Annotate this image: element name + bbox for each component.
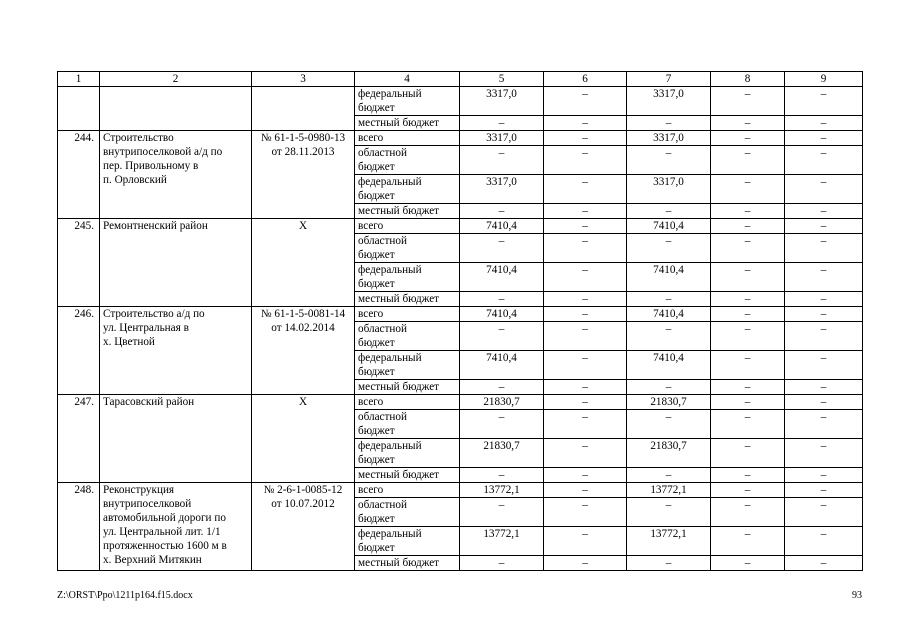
budget-source-total: всего xyxy=(355,131,460,146)
value-cell: 21830,7 xyxy=(460,395,544,410)
value-cell: – xyxy=(711,175,785,204)
value-cell: – xyxy=(711,307,785,322)
value-cell: – xyxy=(627,380,711,395)
entry-code xyxy=(252,307,355,395)
value-cell: – xyxy=(544,410,627,439)
value-cell: – xyxy=(711,498,785,527)
value-cell: – xyxy=(785,322,863,351)
value-cell: – xyxy=(711,263,785,292)
cell-line: бюджет xyxy=(358,454,395,466)
value-cell: – xyxy=(544,498,627,527)
value-cell: – xyxy=(711,483,785,498)
value-cell: – xyxy=(544,116,627,131)
entry-code xyxy=(252,395,355,483)
cell-line: Строительство xyxy=(103,132,174,144)
value-cell: – xyxy=(544,234,627,263)
cell-line: федеральный xyxy=(358,176,422,188)
budget-source-local: местный бюджет xyxy=(355,116,460,131)
value-cell: – xyxy=(785,204,863,219)
budget-source-local: местный бюджет xyxy=(355,204,460,219)
value-cell: – xyxy=(711,116,785,131)
cell-line: Реконструкция xyxy=(103,484,175,496)
value-cell: 3317,0 xyxy=(460,87,544,116)
cell-line: ул. Центральной лит. 1/1 xyxy=(103,526,221,538)
value-cell: – xyxy=(785,483,863,498)
value-cell: – xyxy=(785,131,863,146)
value-cell: – xyxy=(460,380,544,395)
cell-line: областной xyxy=(358,235,407,247)
budget-source-total: всего xyxy=(355,219,460,234)
entry-code xyxy=(252,219,355,307)
value-cell: – xyxy=(785,410,863,439)
budget-source-regional xyxy=(355,322,460,351)
cell-line: № 61-1-5-0081-14 xyxy=(260,308,346,320)
cell-line: федеральный xyxy=(358,440,422,452)
cell-line: внутрипоселковой xyxy=(103,498,192,510)
cell-line: бюджет xyxy=(358,513,395,525)
value-cell: 3317,0 xyxy=(627,131,711,146)
value-cell: – xyxy=(711,87,785,116)
value-cell: – xyxy=(711,219,785,234)
cell-line: бюджет xyxy=(358,161,395,173)
value-cell: – xyxy=(544,556,627,571)
value-cell: – xyxy=(711,351,785,380)
value-cell: – xyxy=(785,351,863,380)
value-cell: 7410,4 xyxy=(460,351,544,380)
column-number: 3 xyxy=(252,72,355,87)
value-cell: – xyxy=(627,322,711,351)
budget-source-federal xyxy=(355,527,460,556)
column-number: 8 xyxy=(711,72,785,87)
value-cell: 3317,0 xyxy=(627,87,711,116)
value-cell: – xyxy=(544,307,627,322)
value-cell: – xyxy=(544,204,627,219)
value-cell: 21830,7 xyxy=(627,439,711,468)
value-cell: 7410,4 xyxy=(460,263,544,292)
cell-line: областной xyxy=(358,323,407,335)
cell-line: п. Орловский xyxy=(103,174,167,186)
value-cell: – xyxy=(544,439,627,468)
value-cell: – xyxy=(711,556,785,571)
cell-line: бюджет xyxy=(358,249,395,261)
value-cell: – xyxy=(785,395,863,410)
cell-line: № 2-6-1-0085-12 xyxy=(263,484,343,496)
cell-line: федеральный xyxy=(358,352,422,364)
column-number: 7 xyxy=(627,72,711,87)
value-cell: – xyxy=(785,234,863,263)
budget-source-federal xyxy=(355,175,460,204)
value-cell: – xyxy=(544,263,627,292)
continued-num-cell xyxy=(58,87,100,131)
entry-code xyxy=(252,131,355,219)
table-row xyxy=(58,483,863,498)
value-cell: – xyxy=(711,204,785,219)
budget-source-federal xyxy=(355,351,460,380)
cell-line: федеральный xyxy=(358,264,422,276)
value-cell: – xyxy=(711,146,785,175)
value-cell: – xyxy=(711,322,785,351)
value-cell: – xyxy=(785,219,863,234)
table-row xyxy=(58,219,863,234)
value-cell: – xyxy=(544,527,627,556)
value-cell: – xyxy=(785,439,863,468)
value-cell: – xyxy=(711,380,785,395)
cell-line: бюджет xyxy=(358,190,395,202)
cell-line: бюджет xyxy=(358,337,395,349)
budget-source-regional xyxy=(355,234,460,263)
entry-code xyxy=(252,483,355,571)
value-cell: – xyxy=(785,146,863,175)
table-row xyxy=(58,131,863,146)
budget-source-federal xyxy=(355,87,460,116)
value-cell: – xyxy=(785,498,863,527)
budget-table xyxy=(57,71,863,571)
table-row xyxy=(58,87,863,116)
value-cell: – xyxy=(460,498,544,527)
continued-name-cell xyxy=(100,87,252,131)
budget-source-total: всего xyxy=(355,483,460,498)
cell-line: бюджет xyxy=(358,542,395,554)
entry-name xyxy=(100,483,252,571)
value-cell: – xyxy=(544,395,627,410)
value-cell: – xyxy=(785,307,863,322)
value-cell: – xyxy=(460,234,544,263)
entry-number: 247. xyxy=(58,395,100,483)
budget-source-local: местный бюджет xyxy=(355,468,460,483)
value-cell: 3317,0 xyxy=(460,175,544,204)
value-cell: – xyxy=(544,146,627,175)
cell-line: х. Цветной xyxy=(103,336,155,348)
value-cell: – xyxy=(544,322,627,351)
cell-line: ул. Центральная в xyxy=(103,322,189,334)
cell-line: автомобильной дороги по xyxy=(103,512,226,524)
value-cell: – xyxy=(460,410,544,439)
column-number: 2 xyxy=(100,72,252,87)
value-cell: – xyxy=(544,351,627,380)
value-cell: 7410,4 xyxy=(627,263,711,292)
continued-code-cell xyxy=(252,87,355,131)
value-cell: – xyxy=(711,234,785,263)
cell-line: протяженностью 1600 м в xyxy=(103,540,227,552)
cell-line: Тарасовский район xyxy=(103,396,195,408)
value-cell: 13772,1 xyxy=(627,483,711,498)
column-number: 5 xyxy=(460,72,544,87)
value-cell: 21830,7 xyxy=(460,439,544,468)
column-number: 6 xyxy=(544,72,627,87)
cell-line: от 10.07.2012 xyxy=(271,498,335,510)
value-cell: – xyxy=(544,87,627,116)
budget-source-federal xyxy=(355,263,460,292)
table-row xyxy=(58,395,863,410)
value-cell: – xyxy=(460,322,544,351)
cell-line: бюджет xyxy=(358,102,395,114)
entry-name xyxy=(100,219,252,307)
entry-name xyxy=(100,307,252,395)
cell-line: федеральный xyxy=(358,88,422,100)
cell-line: федеральный xyxy=(358,528,422,540)
value-cell: – xyxy=(544,292,627,307)
value-cell: – xyxy=(627,556,711,571)
value-cell: – xyxy=(627,234,711,263)
value-cell: – xyxy=(544,380,627,395)
value-cell: – xyxy=(711,395,785,410)
cell-line: областной xyxy=(358,499,407,511)
value-cell: – xyxy=(627,292,711,307)
budget-source-regional xyxy=(355,498,460,527)
value-cell: 3317,0 xyxy=(460,131,544,146)
value-cell: – xyxy=(460,146,544,175)
value-cell: 7410,4 xyxy=(627,219,711,234)
budget-source-regional xyxy=(355,146,460,175)
budget-source-local: местный бюджет xyxy=(355,556,460,571)
value-cell: – xyxy=(711,527,785,556)
value-cell: – xyxy=(627,204,711,219)
table-row xyxy=(58,307,863,322)
value-cell: – xyxy=(785,380,863,395)
value-cell: – xyxy=(785,468,863,483)
value-cell: – xyxy=(711,410,785,439)
value-cell: – xyxy=(460,116,544,131)
entry-number: 246. xyxy=(58,307,100,395)
value-cell: 7410,4 xyxy=(460,219,544,234)
value-cell: – xyxy=(460,468,544,483)
budget-source-regional xyxy=(355,410,460,439)
value-cell: – xyxy=(711,468,785,483)
cell-line: внутрипоселковой а/д по xyxy=(103,146,223,158)
cell-line: бюджет xyxy=(358,366,395,378)
value-cell: 21830,7 xyxy=(627,395,711,410)
value-cell: – xyxy=(627,116,711,131)
value-cell: – xyxy=(544,219,627,234)
value-cell: 13772,1 xyxy=(460,483,544,498)
column-number: 9 xyxy=(785,72,863,87)
value-cell: – xyxy=(544,175,627,204)
column-number: 4 xyxy=(355,72,460,87)
entry-number: 245. xyxy=(58,219,100,307)
entry-number: 248. xyxy=(58,483,100,571)
value-cell: – xyxy=(785,87,863,116)
value-cell: – xyxy=(460,292,544,307)
value-cell: – xyxy=(785,263,863,292)
cell-line: областной xyxy=(358,411,407,423)
value-cell: – xyxy=(785,556,863,571)
value-cell: – xyxy=(627,146,711,175)
value-cell: – xyxy=(785,527,863,556)
value-cell: – xyxy=(544,131,627,146)
cell-line: от 14.02.2014 xyxy=(271,322,335,334)
value-cell: – xyxy=(544,468,627,483)
footer-file-path: Z:\ORST\Ppo\1211p164.f15.docx xyxy=(57,590,193,601)
cell-line: от 28.11.2013 xyxy=(271,146,335,158)
value-cell: – xyxy=(460,556,544,571)
value-cell: – xyxy=(627,410,711,439)
value-cell: – xyxy=(711,292,785,307)
entry-name xyxy=(100,131,252,219)
cell-line: х. Верхний Митякин xyxy=(103,554,202,566)
cell-line: областной xyxy=(358,147,407,159)
budget-source-federal xyxy=(355,439,460,468)
value-cell: 7410,4 xyxy=(460,307,544,322)
column-number: 1 xyxy=(58,72,100,87)
budget-source-local: местный бюджет xyxy=(355,380,460,395)
header-row xyxy=(58,72,863,87)
budget-source-local: местный бюджет xyxy=(355,292,460,307)
entry-name xyxy=(100,395,252,483)
cell-line: Х xyxy=(298,396,308,408)
cell-line: пер. Привольному в xyxy=(103,160,199,172)
value-cell: 7410,4 xyxy=(627,307,711,322)
value-cell: – xyxy=(711,439,785,468)
value-cell: 13772,1 xyxy=(627,527,711,556)
budget-source-total: всего xyxy=(355,395,460,410)
value-cell: 13772,1 xyxy=(460,527,544,556)
cell-line: № 61-1-5-0980-13 xyxy=(260,132,346,144)
cell-line: Строительство а/д по xyxy=(103,308,205,320)
cell-line: бюджет xyxy=(358,278,395,290)
cell-line: Ремонтненский район xyxy=(103,220,208,232)
value-cell: 3317,0 xyxy=(627,175,711,204)
value-cell: – xyxy=(785,175,863,204)
value-cell: – xyxy=(785,292,863,307)
value-cell: – xyxy=(711,131,785,146)
cell-line: Х xyxy=(298,220,308,232)
value-cell: – xyxy=(460,204,544,219)
value-cell: – xyxy=(785,116,863,131)
budget-source-total: всего xyxy=(355,307,460,322)
footer-page-number: 93 xyxy=(852,590,862,601)
value-cell: – xyxy=(627,468,711,483)
value-cell: – xyxy=(627,498,711,527)
value-cell: 7410,4 xyxy=(627,351,711,380)
value-cell: – xyxy=(544,483,627,498)
entry-number: 244. xyxy=(58,131,100,219)
cell-line: бюджет xyxy=(358,425,395,437)
